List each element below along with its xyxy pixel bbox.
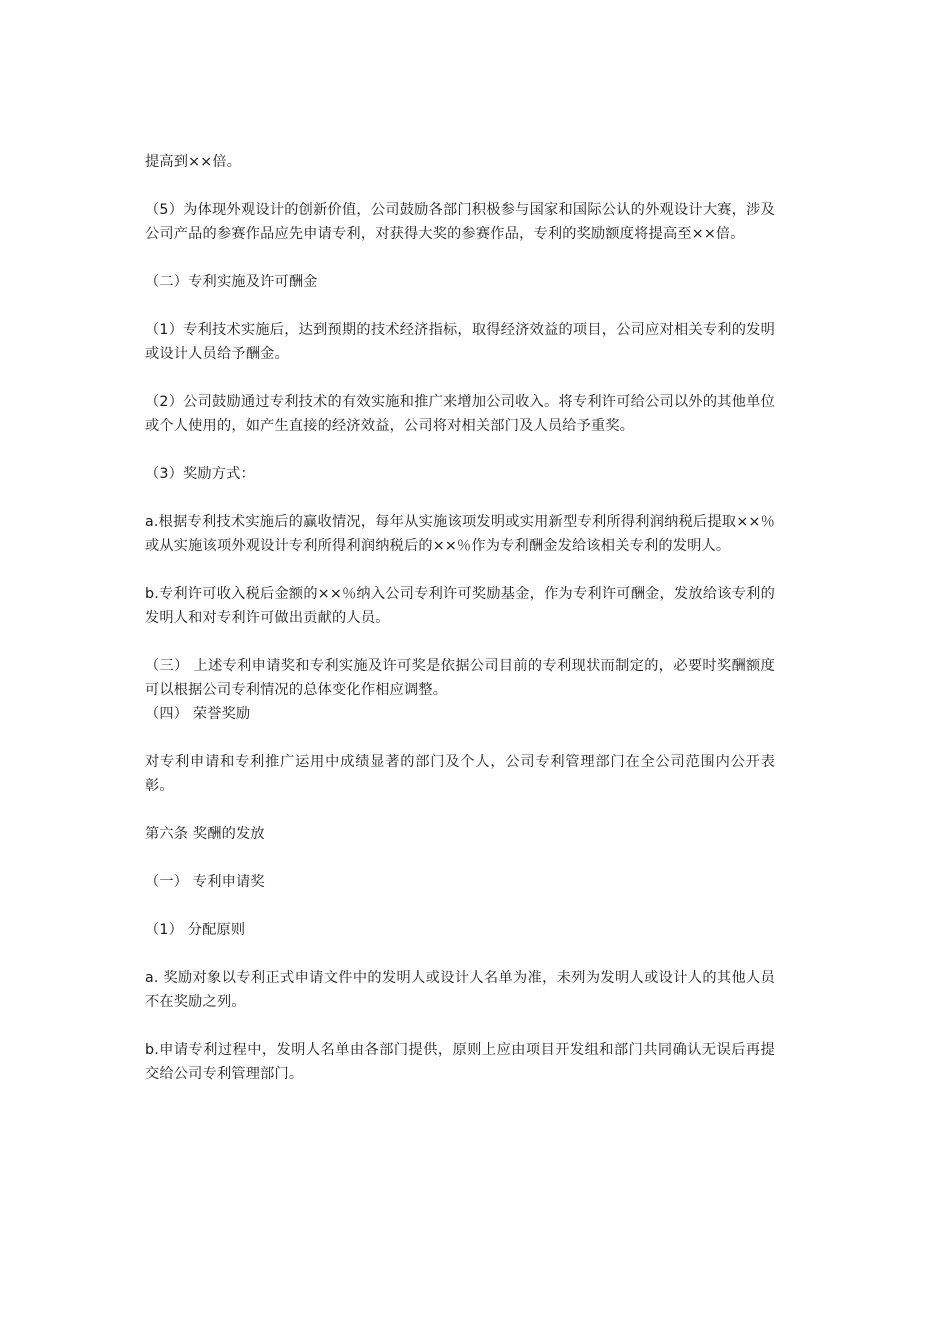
article-heading: 第六条 奖酬的发放 xyxy=(145,826,265,842)
paragraph: 对专利申请和专利推广运用中成绩显著的部门及个人，公司专利管理部门在全公司范围内公开表彰。 xyxy=(145,754,775,794)
paragraph: b.申请专利过程中，发明人名单由各部门提供，原则上应由项目开发组和部门共同确认无误后再提交给公司专利管理部门。 xyxy=(145,1042,775,1082)
paragraph: a. 奖励对象以专利正式申请文件中的发明人或设计人名单为准，未列为发明人或设计人的其他人员不在奖励之列。 xyxy=(145,970,775,1010)
section-heading: （二）专利实施及许可酬金 xyxy=(145,274,318,290)
paragraph: 提高到××倍。 xyxy=(145,154,242,170)
paragraph: （三） 上述专利申请奖和专利实施及许可奖是依据公司目前的专利现状而制定的，必要时奖酬额度可以根据公司专利情况的总体变化作相应调整。 xyxy=(145,658,775,698)
section-heading: （一） 专利申请奖 xyxy=(145,874,265,890)
paragraph: b.专利许可收入税后金额的××％纳入公司专利许可奖励基金，作为专利许可酬金，发放给该专利的发明人和对专利许可做出贡献的人员。 xyxy=(145,586,775,626)
paragraph: （1）专利技术实施后，达到预期的技术经济指标，取得经济效益的项目，公司应对相关专利的发明或设计人员给予酬金。 xyxy=(145,322,775,362)
section-heading: （四） 荣誉奖励 xyxy=(145,706,251,722)
paragraph: （3）奖励方式： xyxy=(145,466,255,482)
paragraph: （2）公司鼓励通过专利技术的有效实施和推广来增加公司收入。将专利许可给公司以外的其他单位或个人使用的，如产生直接的经济效益，公司将对相关部门及人员给予重奖。 xyxy=(145,394,775,434)
document-body xyxy=(145,150,775,1110)
paragraph: （5）为体现外观设计的创新价值，公司鼓励各部门积极参与国家和国际公认的外观设计大赛，涉及公司产品的参赛作品应先申请专利，对获得大奖的参赛作品，专利的奖励额度将提高至××倍。 xyxy=(145,202,775,242)
paragraph: a.根据专利技术实施后的赢收情况，每年从实施该项发明或实用新型专利所得利润纳税后提取××％或从实施该项外观设计专利所得利润纳税后的××％作为专利酬金发给该相关专利的发明人。 xyxy=(145,514,775,554)
paragraph: （1） 分配原则 xyxy=(145,922,246,938)
